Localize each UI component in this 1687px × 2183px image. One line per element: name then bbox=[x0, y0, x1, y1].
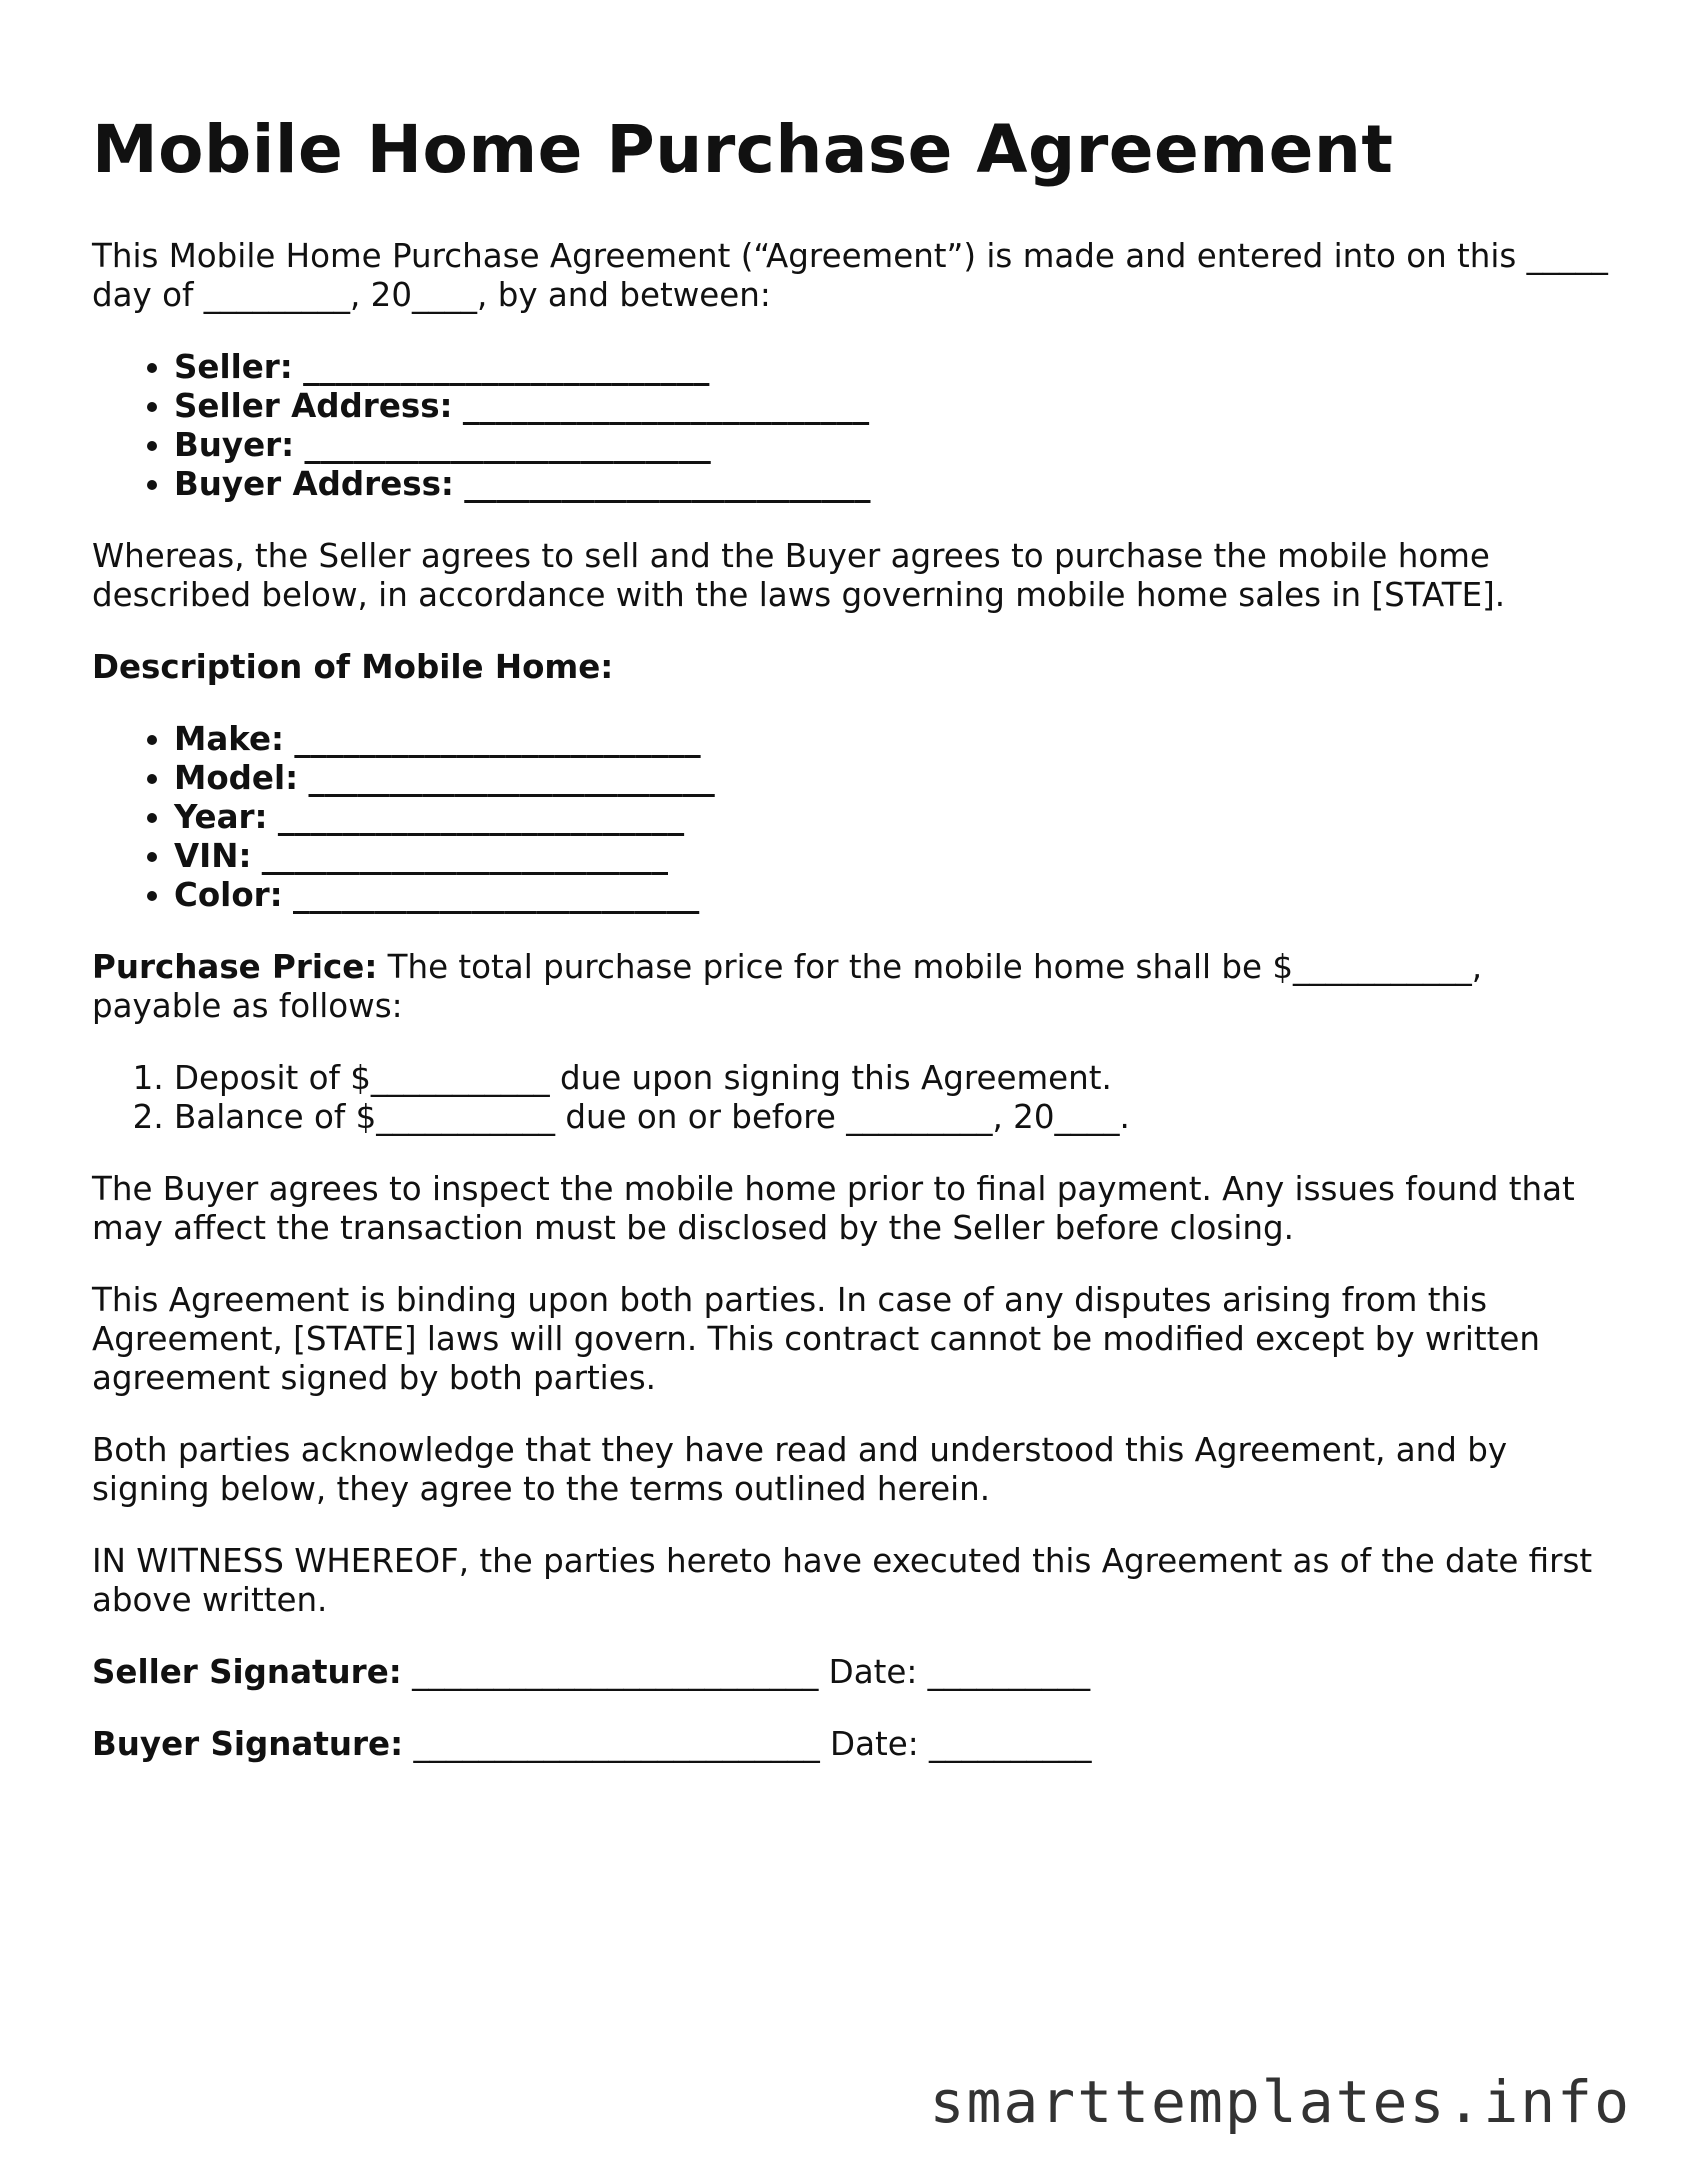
blank-line: _________________________ bbox=[462, 387, 870, 426]
signature-line: _________________________ bbox=[413, 1725, 820, 1764]
document-page bbox=[92, 110, 1612, 1797]
blank-line: _________________________ bbox=[293, 876, 700, 915]
signature-label: Buyer Signature: bbox=[92, 1725, 404, 1764]
field-label: VIN: bbox=[174, 837, 252, 876]
field-label: Make: bbox=[174, 720, 285, 759]
date-label: Date: bbox=[828, 1653, 918, 1692]
blank-line: _________________________ bbox=[303, 348, 710, 387]
page-title: Mobile Home Purchase Agreement bbox=[92, 111, 1394, 188]
field-label: Year: bbox=[174, 798, 268, 837]
list-item: 2. Balance of $___________ due on or before _________, 20____. bbox=[174, 1098, 1612, 1137]
date-label: Date: bbox=[830, 1725, 919, 1764]
list-item bbox=[174, 759, 1612, 798]
purchase-price-text: The total purchase price for the mobile home shall be $___________, payable as follows: bbox=[92, 948, 1483, 1026]
list-item bbox=[174, 426, 1612, 465]
date-line: __________ bbox=[929, 1725, 1092, 1764]
date-line: __________ bbox=[927, 1653, 1091, 1692]
list-item: 1. Deposit of $___________ due upon signing this Agreement. bbox=[174, 1059, 1612, 1098]
whereas-paragraph: Whereas, the Seller agrees to sell and the Buyer agrees to purchase the mobile home described below, in accordance with the laws governing mobile home sales in [STATE]. bbox=[92, 537, 1506, 615]
signature-label: Seller Signature: bbox=[92, 1653, 402, 1692]
list-item bbox=[174, 720, 1612, 759]
blank-line: _________________________ bbox=[464, 465, 871, 504]
field-label: Seller: bbox=[174, 348, 293, 387]
list-item bbox=[174, 387, 1612, 426]
watermark: smarttemplates.info bbox=[929, 2068, 1631, 2136]
list-item bbox=[174, 348, 1612, 387]
blank-line: _________________________ bbox=[261, 837, 669, 876]
list-item bbox=[174, 465, 1612, 504]
field-label: Model: bbox=[174, 759, 299, 798]
buyer-signature-row bbox=[92, 1725, 1612, 1764]
description-heading: Description of Mobile Home: bbox=[92, 648, 614, 687]
parties-list bbox=[92, 348, 1612, 504]
signature-line: _________________________ bbox=[412, 1653, 819, 1692]
purchase-price-label: Purchase Price: bbox=[92, 948, 378, 987]
blank-line: _________________________ bbox=[308, 759, 715, 798]
field-label: Buyer Address: bbox=[174, 465, 454, 504]
witness-paragraph: IN WITNESS WHEREOF, the parties hereto have executed this Agreement as of the date first above written. bbox=[92, 1542, 1593, 1620]
description-list bbox=[92, 720, 1612, 915]
field-label: Seller Address: bbox=[174, 387, 453, 426]
list-item bbox=[174, 876, 1612, 915]
purchase-price-paragraph bbox=[92, 948, 1612, 1026]
list-item bbox=[174, 837, 1612, 876]
payments-list bbox=[92, 1059, 1612, 1137]
blank-line: _________________________ bbox=[304, 426, 711, 465]
list-item bbox=[174, 798, 1612, 837]
acknowledge-paragraph: Both parties acknowledge that they have read and understood this Agreement, and by signing below, they agree to the terms outlined herein. bbox=[92, 1431, 1508, 1509]
field-label: Color: bbox=[174, 876, 283, 915]
seller-signature-row bbox=[92, 1653, 1612, 1692]
field-label: Buyer: bbox=[174, 426, 295, 465]
inspection-paragraph: The Buyer agrees to inspect the mobile home prior to final payment. Any issues found that may affect the transaction must be disclosed by the Seller before closing. bbox=[92, 1170, 1575, 1248]
blank-line: _________________________ bbox=[294, 720, 701, 759]
intro-paragraph: This Mobile Home Purchase Agreement (“Agreement”) is made and entered into on this _____ day of _________, 20____, by and between: bbox=[92, 237, 1608, 315]
blank-line: _________________________ bbox=[277, 798, 685, 837]
binding-paragraph: This Agreement is binding upon both parties. In case of any disputes arising from this Agreement, [STATE] laws will govern. This contract cannot be modified except by written agreement signed by both parties. bbox=[92, 1281, 1540, 1398]
